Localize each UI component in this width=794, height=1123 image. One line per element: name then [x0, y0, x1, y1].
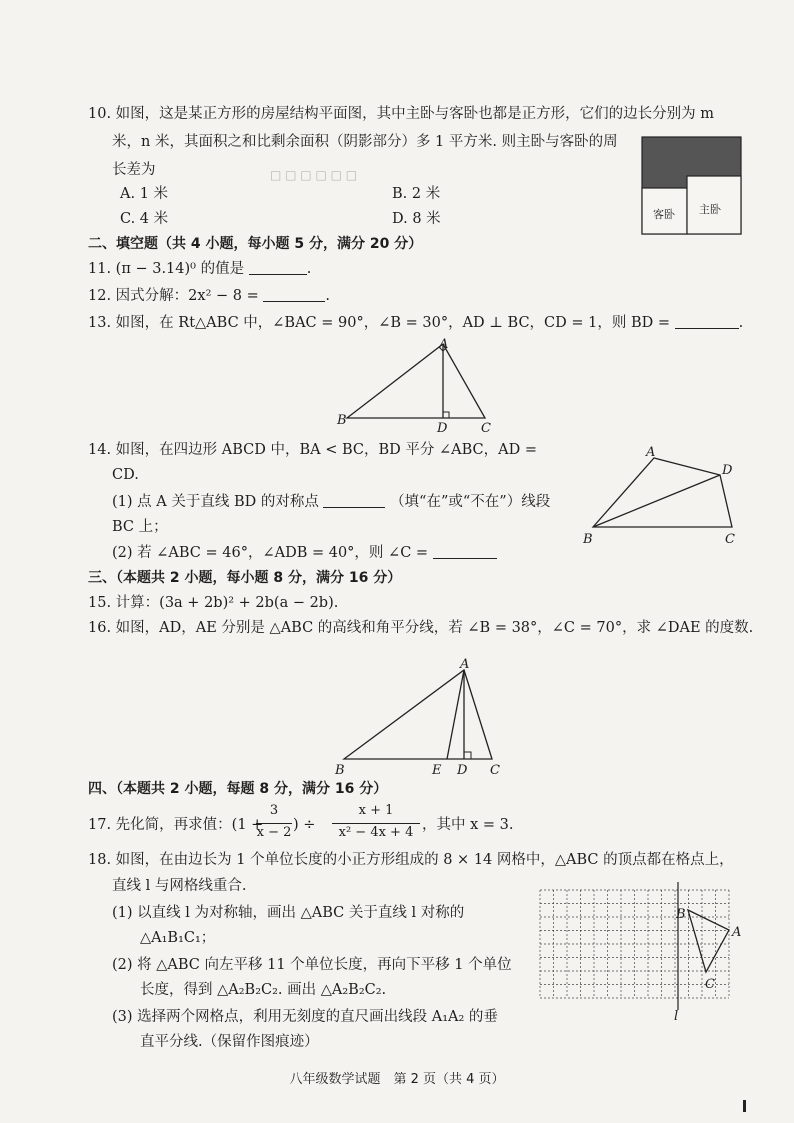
- q10-option-d: D. 8 米: [392, 211, 441, 227]
- page-footer: 八年级数学试题 第 2 页（共 4 页）: [289, 1072, 505, 1087]
- fig16-label-D: D: [457, 763, 468, 778]
- q17-frac1-numerator: 3: [269, 803, 279, 818]
- fig14-label-D: D: [722, 463, 733, 478]
- fig16-label-B: B: [335, 763, 345, 778]
- fig18-label-B: B: [676, 907, 686, 922]
- q14-sub1-answer-blank[interactable]: [323, 493, 385, 508]
- section-3-title: 三、（本题共 2 小题，每小题 8 分，满分 16 分）: [88, 570, 402, 586]
- bleed-through-text: □ □ □ □ □ □: [270, 168, 358, 182]
- q11-text: [88, 258, 311, 280]
- q10-option-c: C. 4 米: [120, 211, 169, 227]
- q13-stem: 13. 如图，在 Rt△ABC 中，∠BAC = 90°，∠B = 30°，AD ⊥ BC，CD = 1，则 BD =: [88, 315, 671, 331]
- q12-stem: 12. 因式分解：2x² − 8 =: [88, 288, 259, 304]
- q13-answer-blank[interactable]: [675, 314, 739, 329]
- q17-prefix: 17. 先化简，再求值：(1 +: [88, 817, 264, 833]
- fig14-label-A: A: [646, 445, 656, 460]
- q12-end: .: [325, 288, 330, 304]
- triangle-abc: [688, 910, 729, 972]
- q17-frac2-denominator: x² − 4x + 4: [338, 825, 414, 840]
- q14-quadrilateral-figure: [580, 442, 745, 547]
- q14-line2: CD.: [112, 467, 139, 483]
- q14-line1: 14. 如图，在四边形 ABCD 中，BA < BC，BD 平分 ∠ABC，AD =: [88, 442, 538, 458]
- q17-frac1-denominator: x − 2: [256, 825, 292, 840]
- section-4-title: 四、（本题共 2 小题，每题 8 分，满分 16 分）: [88, 781, 388, 797]
- fig13-label-D: D: [437, 421, 448, 436]
- q17-frac2-bar: [332, 823, 420, 824]
- q18-sub1-line1: (1) 以直线 l 为对称轴，画出 △ABC 关于直线 l 对称的: [112, 905, 465, 921]
- q12-text: [88, 285, 330, 307]
- q10-line2: 米，n 米，其面积之和比剩余面积（阴影部分）多 1 平方米. 则主卧与客卧的周: [112, 134, 618, 150]
- fig14-label-C: C: [725, 532, 735, 547]
- q10-option-b: B. 2 米: [392, 186, 441, 202]
- q13-text: [88, 312, 743, 334]
- guest-room-label: 客卧: [653, 208, 675, 221]
- print-mark: [743, 1100, 746, 1112]
- q11-answer-blank[interactable]: [249, 260, 307, 275]
- q14-sub1: [112, 491, 550, 513]
- q16-triangle-figure: [330, 655, 510, 780]
- q12-answer-blank[interactable]: [263, 287, 325, 302]
- q18-sub3-line1: (3) 选择两个网格点，利用无刻度的直尺画出线段 A₁A₂ 的垂: [112, 1009, 498, 1025]
- q18-line1: 18. 如图，在由边长为 1 个单位长度的小正方形组成的 8 × 14 网格中，△ABC 的顶点都在格点上，: [88, 852, 734, 868]
- fig13-label-B: B: [337, 413, 347, 428]
- q17-frac2-numerator: x + 1: [358, 803, 394, 818]
- q18-sub3-line2: 直平分线.（保留作图痕迹）: [140, 1034, 319, 1050]
- q14-sub2-answer-blank[interactable]: [433, 544, 497, 559]
- q17-divide: ) ÷: [293, 817, 316, 833]
- q13-end: .: [738, 315, 744, 331]
- fig18-label-A: A: [732, 925, 742, 940]
- q18-sub2-line2: 长度，得到 △A₂B₂C₂. 画出 △A₂B₂C₂.: [140, 982, 387, 998]
- q16-text: 16. 如图，AD，AE 分别是 △ABC 的高线和角平分线，若 ∠B = 38°，∠C = 70°，求 ∠DAE 的度数.: [88, 620, 754, 636]
- fig16-label-E: E: [432, 763, 442, 778]
- q18-sub1-line2: △A₁B₁C₁；: [140, 930, 216, 946]
- q10-line3: 长差为: [112, 162, 156, 178]
- fig13-label-C: C: [481, 421, 491, 436]
- q13-triangle-figure: [335, 338, 500, 436]
- q14-sub1-b: （填“在”或“不在”）线段: [390, 494, 551, 510]
- master-room-label: 主卧: [699, 203, 721, 216]
- q10-line1: 10. 如图，这是某正方形的房屋结构平面图，其中主卧与客卧也都是正方形，它们的边长分别为 m: [88, 106, 715, 122]
- q18-line2: 直线 l 与网格线重合.: [112, 878, 247, 894]
- q15-text: 15. 计算：(3a + 2b)² + 2b(a − 2b).: [88, 595, 339, 611]
- dashed-grid: [540, 890, 729, 998]
- fig14-label-B: B: [583, 532, 593, 547]
- q14-sub1-c: BC 上；: [112, 519, 168, 535]
- q18-grid-figure: [530, 880, 745, 1025]
- q14-sub2-stem: (2) 若 ∠ABC = 46°，∠ADB = 40°，则 ∠C =: [112, 545, 429, 561]
- q18-sub2-line1: (2) 将 △ABC 向左平移 11 个单位长度，再向下平移 1 个单位: [112, 957, 512, 973]
- q11-end: .: [306, 261, 312, 277]
- section-2-title: 二、填空题（共 4 小题，每小题 5 分，满分 20 分）: [88, 236, 423, 252]
- q14-sub2: [112, 542, 497, 564]
- q10-option-a: A. 1 米: [120, 186, 169, 202]
- q11-stem: 11. (π − 3.14)⁰ 的值是: [88, 261, 245, 277]
- q17-suffix: ，其中 x = 3.: [422, 817, 514, 833]
- q17-frac1-bar: [256, 823, 292, 824]
- fig16-label-C: C: [490, 763, 500, 778]
- fig18-label-l: l: [674, 1009, 679, 1024]
- fig13-label-A: A: [439, 338, 449, 352]
- q14-sub1-a: (1) 点 A 关于直线 BD 的对称点: [112, 494, 319, 510]
- fig18-label-C: C: [705, 977, 715, 992]
- fig16-label-A: A: [460, 657, 470, 672]
